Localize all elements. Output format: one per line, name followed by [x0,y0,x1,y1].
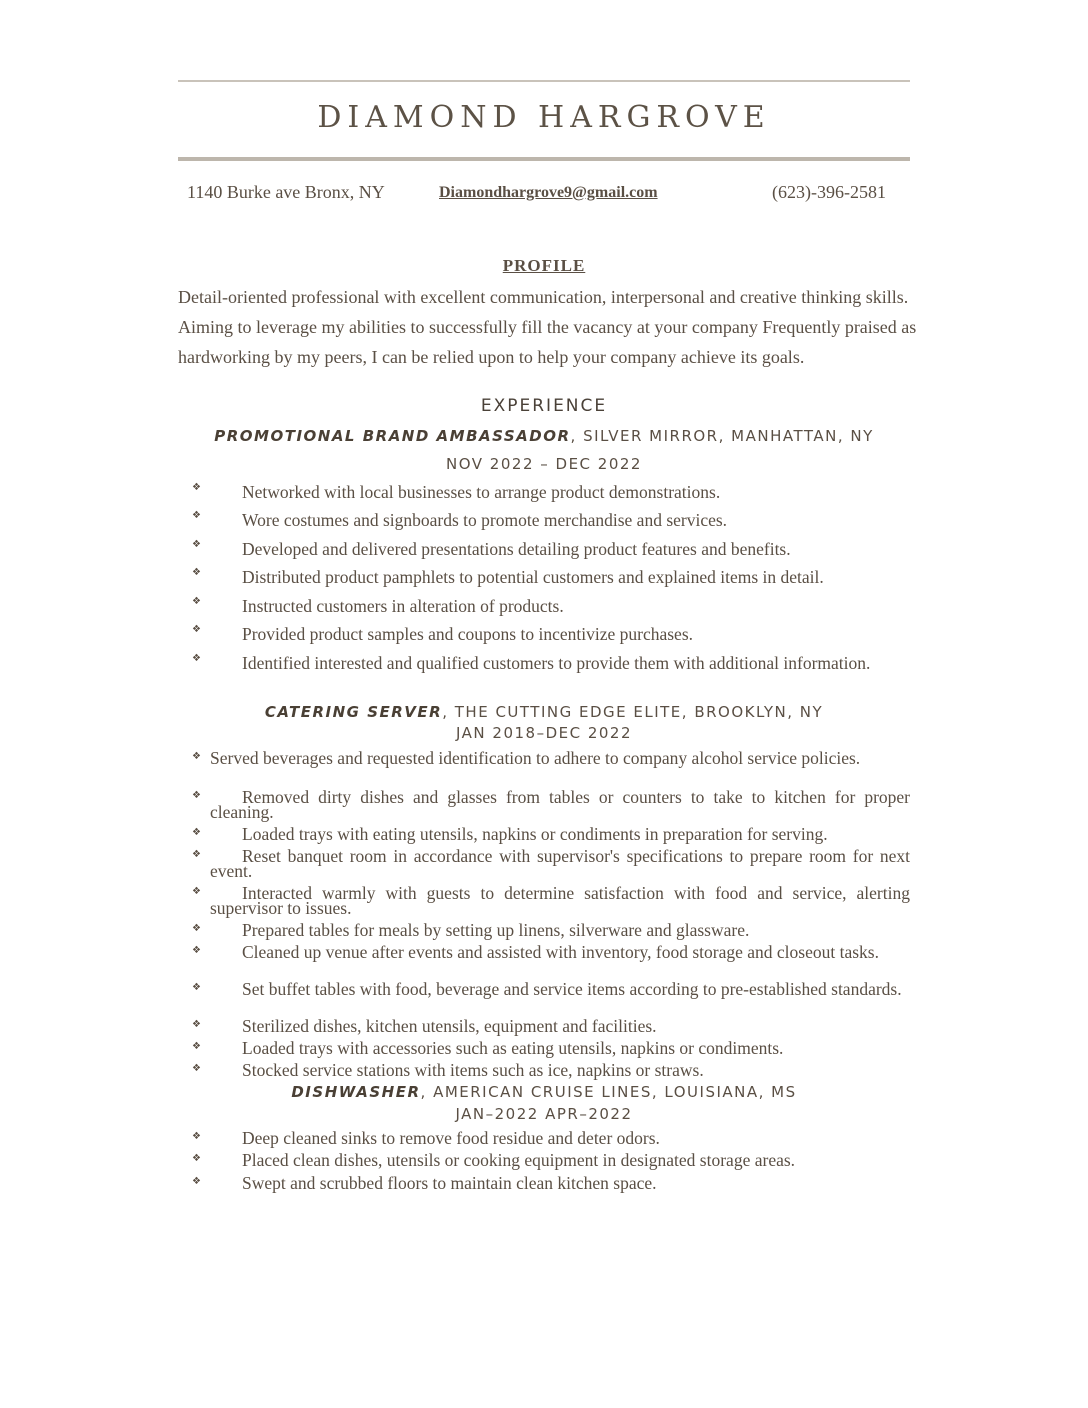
diamond-bullet-icon: ❖ [192,539,201,550]
list-item: ❖ Deep cleaned sinks to remove food residue and deter odors. [192,1128,660,1148]
list-item: ❖ Interacted warmly with guests to determine satisfaction with food and service, alerting supervisor to issues. [192,883,910,918]
list-item: ❖ Sterilized dishes, kitchen utensils, equipment and facilities. [192,1016,657,1036]
diamond-bullet-icon: ❖ [192,567,201,578]
job-employer: , SILVER MIRROR, MANHATTAN, NY [570,427,874,445]
list-item: ❖ Distributed product pamphlets to potential customers and explained items in detail. [192,567,824,587]
list-item: ❖ Served beverages and requested identification to adhere to company alcohol service policies. [192,748,861,768]
list-item: ❖ Provided product samples and coupons to incentivize purchases. [192,624,694,644]
job-employer: , AMERICAN CRUISE LINES, LOUISIANA, MS [420,1083,797,1101]
diamond-bullet-icon: ❖ [192,1131,201,1142]
profile-heading: PROFILE [502,256,586,275]
diamond-bullet-icon: ❖ [192,482,201,493]
candidate-name: DIAMOND HARGROVE [317,100,771,135]
diamond-bullet-icon: ❖ [192,982,201,993]
list-item: ❖ Placed clean dishes, utensils or cooking equipment in designated storage areas. [192,1150,796,1170]
diamond-bullet-icon: ❖ [192,510,201,521]
job-heading [178,427,910,445]
contact-address: 1140 Burke ave Bronx, NY [187,182,385,202]
list-item: ❖ Instructed customers in alteration of products. [192,596,564,616]
diamond-bullet-icon: ❖ [192,1063,201,1074]
diamond-bullet-icon: ❖ [192,751,201,762]
list-item: ❖ Wore costumes and signboards to promote merchandise and services. [192,510,728,530]
diamond-bullet-icon: ❖ [192,849,201,860]
list-item: ❖ Removed dirty dishes and glasses from tables or counters to take to kitchen for proper cleaning. [192,787,910,822]
diamond-bullet-icon: ❖ [192,624,201,635]
list-item: ❖ Swept and scrubbed floors to maintain clean kitchen space. [192,1173,657,1193]
contact-phone: (623)-396-2581 [772,182,886,202]
job-title: PROMOTIONAL BRAND AMBASSADOR [214,427,571,445]
diamond-bullet-icon: ❖ [192,827,201,838]
job-dates: JAN–2022 APR–2022 [455,1105,633,1123]
list-item: ❖ Reset banquet room in accordance with supervisor's specifications to prepare room for next event. [192,846,910,881]
list-item: ❖ Identified interested and qualified customers to provide them with additional information. [192,653,871,673]
list-item: ❖ Stocked service stations with items such as ice, napkins or straws. [192,1060,704,1080]
diamond-bullet-icon: ❖ [192,596,201,607]
diamond-bullet-icon: ❖ [192,923,201,934]
top-divider [178,80,910,82]
diamond-bullet-icon: ❖ [192,1176,201,1187]
job-heading [178,1083,910,1101]
diamond-bullet-icon: ❖ [192,945,201,956]
diamond-bullet-icon: ❖ [192,886,201,897]
list-item: ❖ Cleaned up venue after events and assisted with inventory, food storage and closeout tasks. [192,942,879,962]
profile-text: Detail-oriented professional with excellent communication, interpersonal and creative thinking skills. Aiming to leverage my abilities to successfully fill the vacancy at your company Frequently praised as hardworking by my peers, I can be relied upon to help your company achieve its goals. [178,287,917,367]
job-dates: JAN 2018–DEC 2022 [455,724,633,742]
list-item: ❖ Networked with local businesses to arrange product demonstrations. [192,482,721,502]
diamond-bullet-icon: ❖ [192,1041,201,1052]
list-item: ❖ Loaded trays with accessories such as eating utensils, napkins or condiments. [192,1038,784,1058]
diamond-bullet-icon: ❖ [192,653,201,664]
list-item: ❖ Loaded trays with eating utensils, napkins or condiments in preparation for serving. [192,824,828,844]
experience-heading: EXPERIENCE [480,396,608,416]
job-title: DISHWASHER [291,1083,421,1101]
job-title: CATERING SERVER [264,703,443,721]
list-item: ❖ Prepared tables for meals by setting up linens, silverware and glassware. [192,920,750,940]
job-employer: , THE CUTTING EDGE ELITE, BROOKLYN, NY [442,703,824,721]
diamond-bullet-icon: ❖ [192,1153,201,1164]
list-item: ❖ Set buffet tables with food, beverage and service items according to pre-established standards. [192,979,902,999]
contact-email-link[interactable]: Diamondhargrove9@gmail.com [439,184,658,201]
job-heading [178,703,910,721]
job-dates: NOV 2022 – DEC 2022 [446,455,642,473]
diamond-bullet-icon: ❖ [192,1019,201,1030]
list-item: ❖ Developed and delivered presentations detailing product features and benefits. [192,539,791,559]
diamond-bullet-icon: ❖ [192,790,201,801]
header-divider [178,157,910,161]
